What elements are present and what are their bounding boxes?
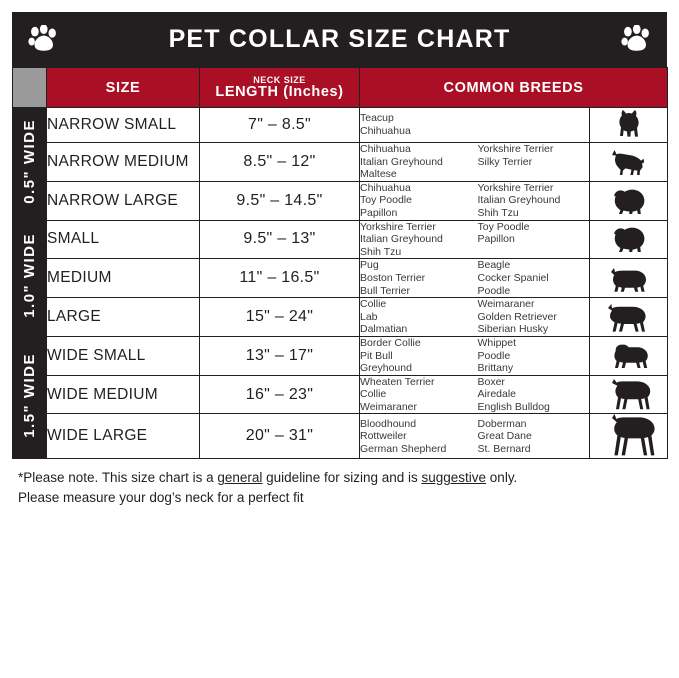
footer-note: [12, 459, 667, 508]
length-value: 15" – 24": [200, 298, 360, 337]
size-name: NARROW MEDIUM: [47, 143, 200, 182]
breeds-cell: [360, 181, 590, 220]
breed-item: Shih Tzu: [477, 206, 519, 219]
breed-item: Collie: [360, 388, 387, 401]
length-value: 7" – 8.5": [200, 108, 360, 143]
dog-silhouette-icon: [590, 375, 668, 414]
breed-item: Great Dane: [477, 430, 532, 443]
breed-item: Papillon: [360, 206, 398, 219]
breeds-cell: [360, 220, 590, 259]
footer-note-line-2: Please measure your dog’s neck for a perfect fit: [18, 490, 304, 506]
dog-silhouette-icon: [590, 220, 668, 259]
note-text-suggestive: suggestive: [421, 470, 487, 486]
breed-item: Pug: [360, 259, 379, 272]
breed-item: Toy Poodle: [477, 220, 530, 233]
breed-item: Teacup: [360, 112, 394, 125]
breeds-cell: [360, 298, 590, 337]
length-value: 8.5" – 12": [200, 143, 360, 182]
size-name: SMALL: [47, 220, 200, 259]
footer-note-line-1: [18, 468, 663, 488]
breeds-cell: [360, 143, 590, 182]
breed-item: Airedale: [477, 388, 517, 401]
header-breeds: COMMON BREEDS: [360, 68, 668, 108]
dog-silhouette-icon: [590, 108, 668, 143]
breed-item: Papillon: [477, 233, 515, 246]
breed-item: Bull Terrier: [360, 284, 410, 297]
breed-column-1: [360, 259, 472, 297]
width-label-text: 1.0" WIDE: [21, 233, 38, 319]
breed-item: Boxer: [477, 375, 505, 388]
size-table: [12, 67, 668, 459]
breed-item: Chihuahua: [360, 143, 411, 155]
header-size: SIZE: [47, 68, 200, 108]
dog-silhouette-icon: [590, 336, 668, 375]
breed-item: Beagle: [477, 259, 511, 272]
header-corner: [13, 68, 47, 108]
width-label-group-0: [13, 108, 47, 221]
header-neck-size-label: NECK SIZE: [253, 75, 306, 85]
width-label-text: 0.5" WIDE: [21, 118, 38, 204]
breed-item: Greyhound: [360, 362, 412, 375]
breed-column-2: [472, 298, 590, 336]
breed-column-1: [360, 143, 472, 181]
size-name: MEDIUM: [47, 259, 200, 298]
breed-item: Collie: [360, 298, 387, 311]
length-value: 9.5" – 13": [200, 220, 360, 259]
paw-icon: [621, 25, 651, 53]
breed-column-2: [472, 376, 590, 414]
dog-silhouette-icon: [590, 414, 668, 459]
breed-item: Siberian Husky: [477, 323, 549, 336]
breed-item: St. Bernard: [477, 442, 531, 455]
note-text-b: guideline for sizing and is: [262, 470, 422, 486]
breed-item: Whippet: [477, 336, 517, 349]
breed-item: Dalmatian: [360, 323, 408, 336]
breeds-cell: [360, 414, 590, 459]
dog-silhouette-icon: [590, 143, 668, 182]
breed-item: Yorkshire Terrier: [477, 181, 554, 194]
length-value: 9.5" – 14.5": [200, 181, 360, 220]
size-name: NARROW LARGE: [47, 181, 200, 220]
breed-column-1: [360, 376, 472, 414]
breed-column-2: [472, 418, 590, 456]
width-label-text: 1.5" WIDE: [21, 352, 38, 438]
breed-item: Rottweiler: [360, 430, 407, 443]
table-row: [13, 181, 668, 220]
table-row: [13, 220, 668, 259]
breed-column-1: [360, 337, 472, 375]
breed-item: Maltese: [360, 168, 397, 181]
dog-silhouette-icon: [590, 181, 668, 220]
breed-item: Yorkshire Terrier: [360, 220, 436, 233]
breed-item: Lab: [360, 310, 378, 323]
note-text-a: *Please note. This size chart is a: [18, 470, 218, 486]
breed-item: Golden Retriever: [477, 310, 557, 323]
breed-item: Pit Bull: [360, 349, 393, 362]
breed-item: Italian Greyhound: [477, 194, 561, 207]
breed-item: Cocker Spaniel: [477, 271, 549, 284]
breed-item: Doberman: [477, 417, 527, 430]
breed-item: Wheaten Terrier: [360, 375, 435, 388]
table-row: [13, 375, 668, 414]
breed-column-1: [360, 112, 472, 137]
table-row: [13, 336, 668, 375]
breed-column-1: [360, 182, 472, 220]
dog-silhouette-icon: [590, 298, 668, 337]
size-name: WIDE MEDIUM: [47, 375, 200, 414]
table-row: [13, 108, 668, 143]
breed-column-1: [360, 418, 472, 456]
breed-item: Weimaraner: [477, 298, 535, 311]
table-row: [13, 298, 668, 337]
breed-item: English Bulldog: [477, 400, 550, 413]
breed-item: Bloodhound: [360, 417, 417, 430]
breed-item: Poodle: [477, 349, 511, 362]
breed-item: Toy Poodle: [360, 194, 412, 207]
breed-column-1: [360, 298, 472, 336]
note-text-general: general: [217, 470, 263, 486]
breed-item: Italian Greyhound: [360, 155, 443, 168]
breed-item: Poodle: [477, 284, 511, 297]
breed-item: Boston Terrier: [360, 271, 426, 284]
length-value: 20" – 31": [200, 414, 360, 459]
page-title: PET COLLAR SIZE CHART: [168, 25, 511, 53]
table-row: [13, 143, 668, 182]
breeds-cell: [360, 336, 590, 375]
table-row: [13, 259, 668, 298]
breeds-cell: [360, 108, 590, 143]
table-header-row: [13, 68, 668, 108]
chart-header: [12, 12, 667, 67]
breed-item: Italian Greyhound: [360, 233, 443, 246]
breed-column-1: [360, 221, 472, 259]
length-value: 13" – 17": [200, 336, 360, 375]
width-label-group-1: [13, 220, 47, 336]
breed-column-2: [472, 143, 590, 181]
note-text-c: only.: [486, 470, 518, 486]
size-name: NARROW SMALL: [47, 108, 200, 143]
breeds-cell: [360, 259, 590, 298]
breed-item: Border Collie: [360, 336, 421, 349]
header-length-label: LENGTH (Inches): [215, 84, 344, 100]
breed-column-2: [472, 337, 590, 375]
breed-item: Weimaraner: [360, 400, 417, 413]
table-row: [13, 414, 668, 459]
length-value: 11" – 16.5": [200, 259, 360, 298]
breed-column-2: [472, 259, 590, 297]
breed-item: Chihuahua: [360, 181, 411, 194]
breed-item: Yorkshire Terrier: [477, 143, 554, 155]
breed-item: German Shepherd: [360, 442, 447, 455]
breeds-cell: [360, 375, 590, 414]
size-name: LARGE: [47, 298, 200, 337]
paw-icon: [28, 25, 58, 53]
breed-column-2: [472, 182, 590, 220]
header-length: [200, 68, 360, 108]
breed-item: Shih Tzu: [360, 245, 402, 258]
breed-column-2: [472, 221, 590, 259]
size-name: WIDE LARGE: [47, 414, 200, 459]
length-value: 16" – 23": [200, 375, 360, 414]
dog-silhouette-icon: [590, 259, 668, 298]
breed-item: Silky Terrier: [477, 155, 533, 168]
breed-column-2: [472, 112, 590, 137]
breed-item: Chihuahua: [360, 125, 411, 137]
width-label-group-2: [13, 336, 47, 459]
size-name: WIDE SMALL: [47, 336, 200, 375]
breed-item: Brittany: [477, 362, 514, 375]
